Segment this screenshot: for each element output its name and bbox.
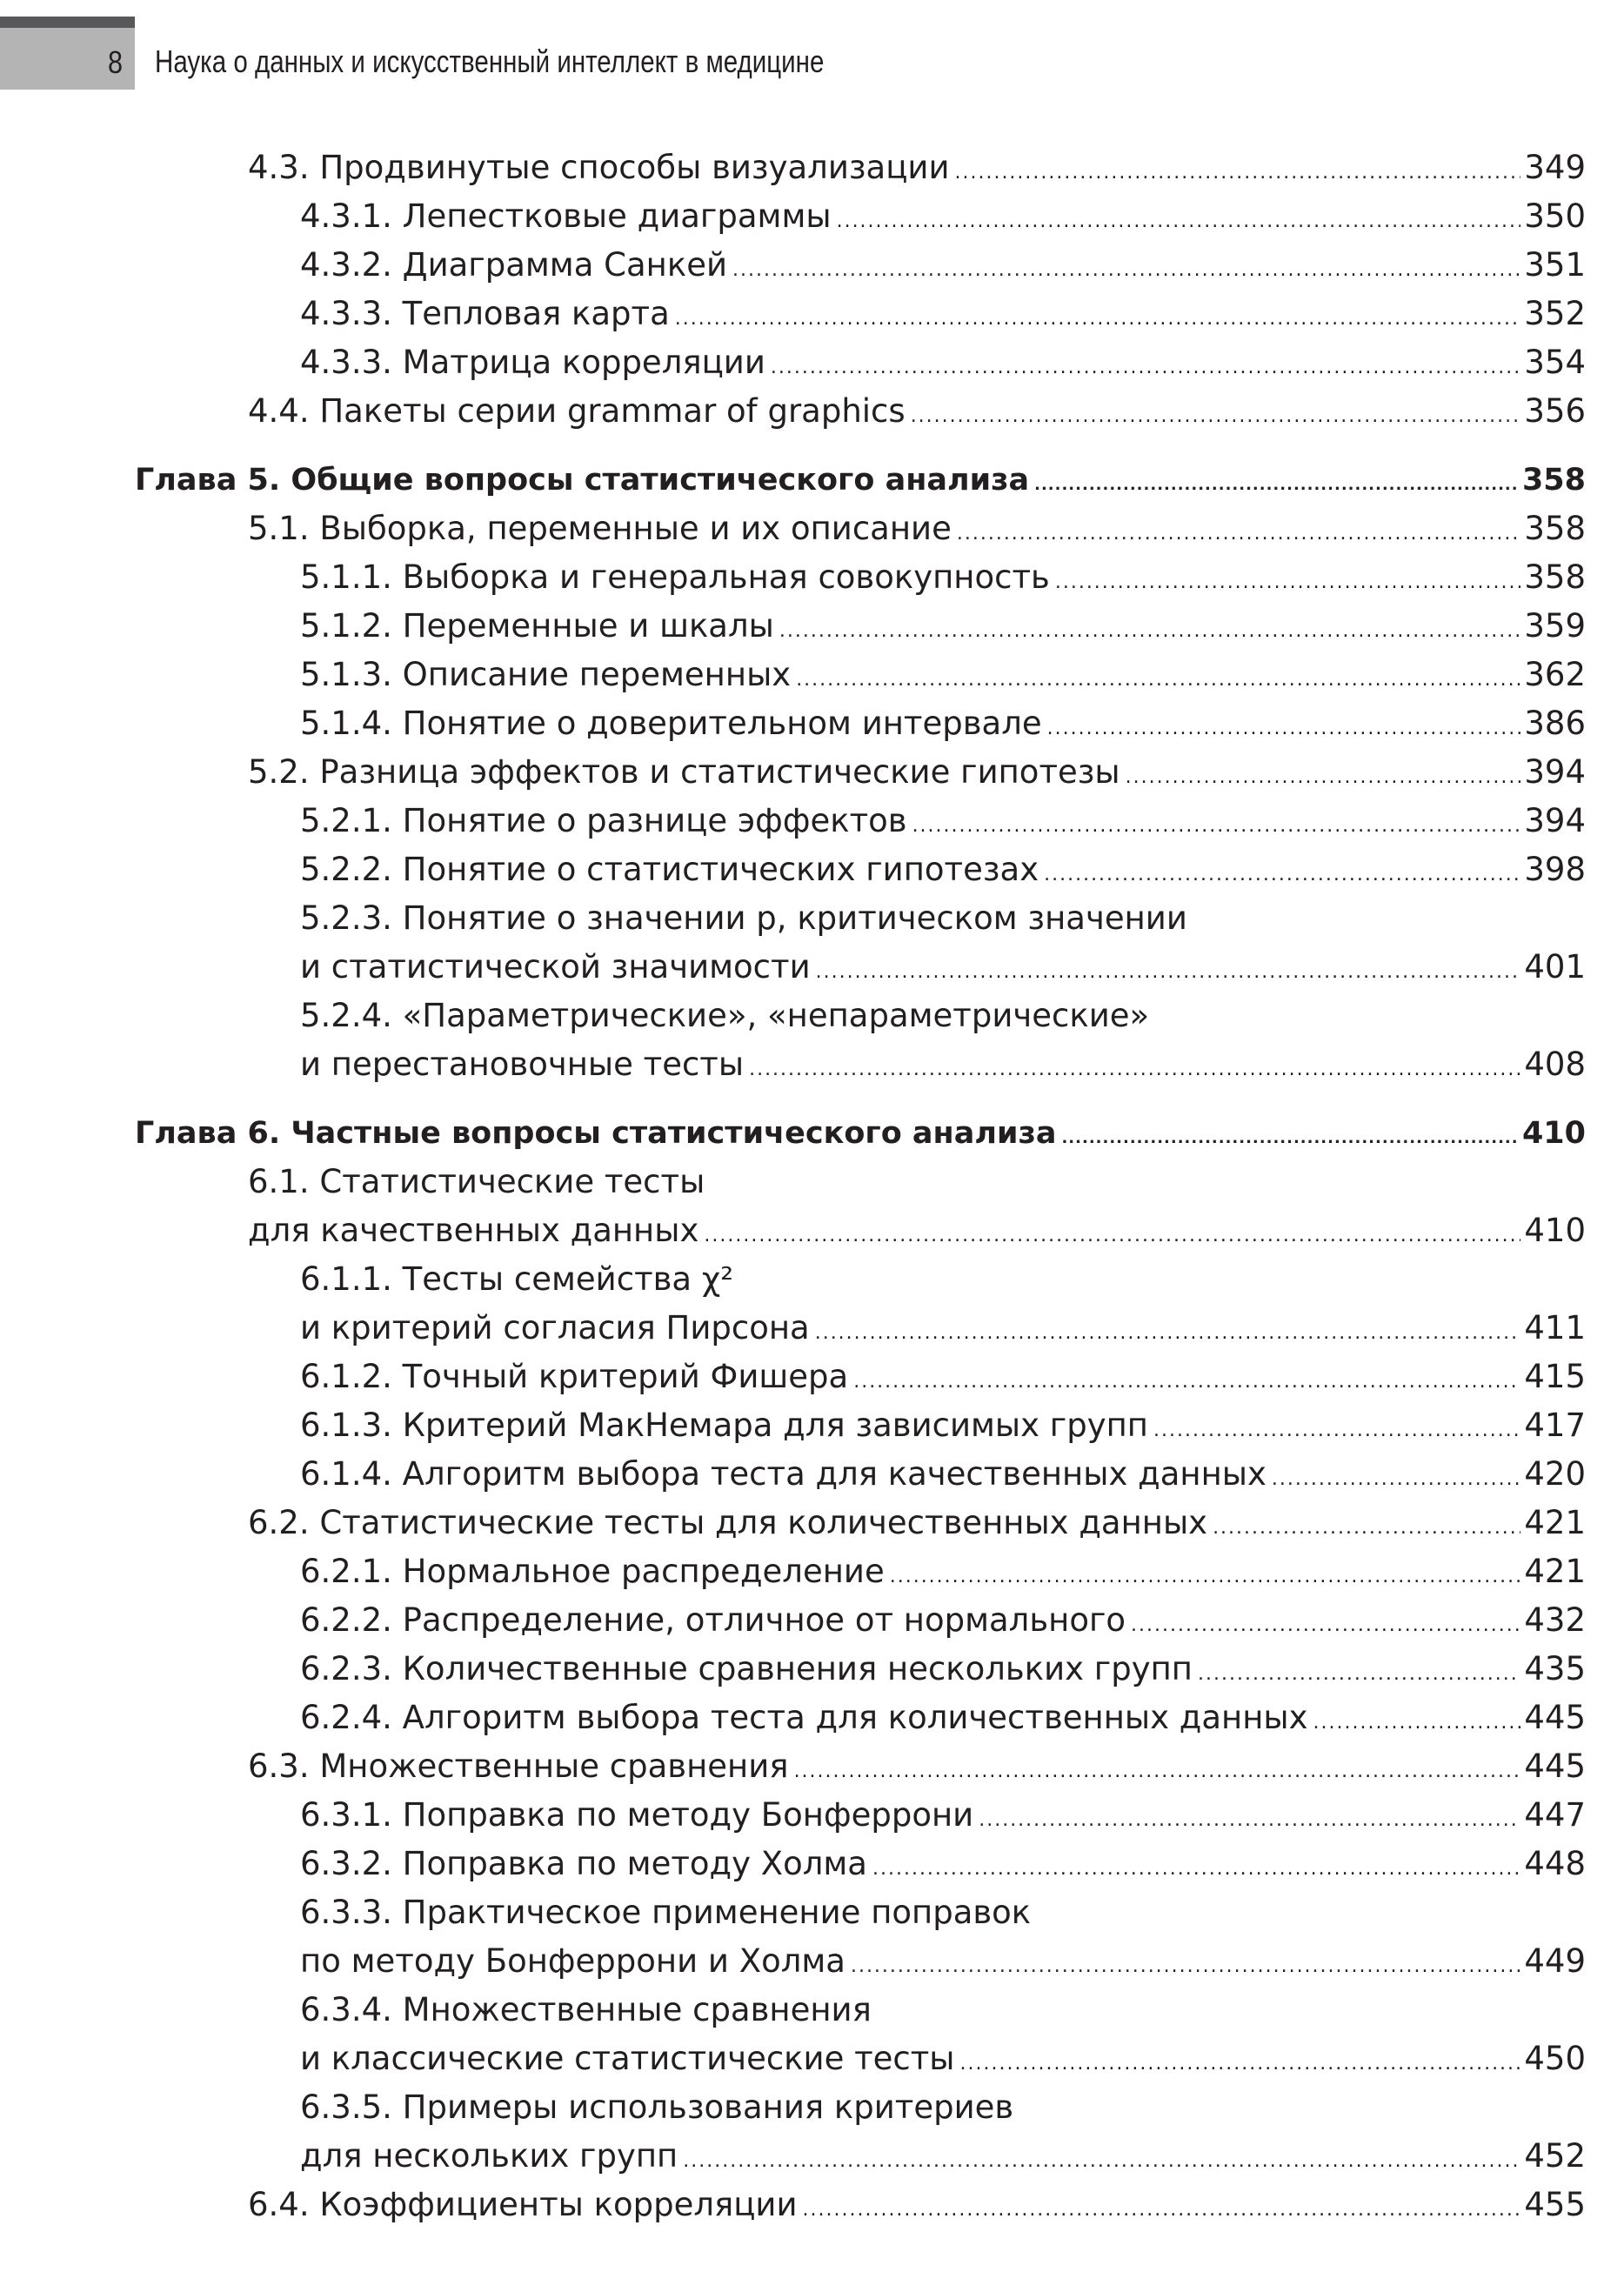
toc-entry[interactable] <box>300 845 1586 894</box>
toc-entry[interactable] <box>300 1040 1586 1089</box>
toc-entry[interactable] <box>248 387 1586 436</box>
toc-entry-title: 5.2.1. Понятие о разнице эффектов <box>300 802 907 839</box>
toc-entry-page: 394 <box>1524 753 1586 791</box>
dot-leader <box>1213 1504 1520 1553</box>
toc-entry-title: по методу Бонферрони и Холма <box>300 1942 845 1980</box>
toc-entry-title: 6.2.4. Алгоритм выбора теста для количественных данных <box>300 1699 1308 1736</box>
toc-entry[interactable] <box>300 894 1586 943</box>
toc-entry[interactable] <box>300 1596 1586 1645</box>
toc-entry-page: 450 <box>1524 2040 1586 2077</box>
toc-entry-title: 5.1.1. Выборка и генеральная совокупность <box>300 558 1050 596</box>
dot-leader <box>1034 461 1519 510</box>
page-number: 8 <box>107 44 123 80</box>
toc-entry[interactable] <box>300 2132 1586 2181</box>
toc-entry[interactable] <box>248 1499 1586 1547</box>
toc-entry-title: 6.1. Статистические тесты <box>248 1163 705 1200</box>
toc-entry-page: 415 <box>1524 1358 1586 1395</box>
toc-entry-page: 358 <box>1521 463 1586 498</box>
toc-entry-page: 362 <box>1524 656 1586 693</box>
dot-leader <box>1153 1407 1520 1455</box>
toc-entry-page: 410 <box>1521 1116 1586 1151</box>
toc-entry-title: 6.3.5. Примеры использования критериев <box>300 2088 1014 2126</box>
toc-entry-title: 4.4. Пакеты серии grammar of graphics <box>248 392 906 430</box>
toc-entry-page: 358 <box>1524 558 1586 596</box>
dot-leader <box>794 1747 1521 1796</box>
dot-leader <box>803 2186 1521 2235</box>
toc-entry-title: 6.1.4. Алгоритм выбора теста для качественных данных <box>300 1455 1266 1493</box>
dot-leader <box>851 1942 1520 1991</box>
toc-entry-page: 394 <box>1524 802 1586 839</box>
toc-entry-title: 5.1. Выборка, переменные и их описание <box>248 510 952 547</box>
toc-entry-page: 349 <box>1524 149 1586 186</box>
dot-leader <box>1061 1114 1518 1163</box>
toc-entry[interactable] <box>300 943 1586 992</box>
dot-leader <box>749 1046 1520 1094</box>
toc-entry-title: Глава 6. Частные вопросы статистического анализа <box>135 1116 1057 1151</box>
dot-leader <box>815 1309 1521 1358</box>
toc-entry-page: 352 <box>1524 295 1586 332</box>
toc-entry[interactable] <box>248 1742 1586 1791</box>
toc-chapter-entry[interactable] <box>135 456 1586 505</box>
dot-leader <box>1131 1601 1520 1650</box>
toc-entry-title: 6.1.3. Критерий МакНемара для зависимых групп <box>300 1407 1148 1444</box>
toc-entry[interactable] <box>300 192 1586 241</box>
toc-entry[interactable] <box>300 1840 1586 1888</box>
toc-chapter-entry[interactable] <box>135 1109 1586 1158</box>
toc-entry-title: 5.2.4. «Параметрические», «непараметрические» <box>300 997 1150 1034</box>
toc-entry-page: 354 <box>1524 344 1586 381</box>
toc-entry[interactable] <box>300 797 1586 845</box>
toc-entry-title: 5.1.4. Понятие о доверительном интервале <box>300 705 1042 742</box>
dot-leader <box>704 1212 1520 1260</box>
toc-entry[interactable] <box>300 651 1586 699</box>
toc-entry-title: 4.3.3. Тепловая карта <box>300 295 670 332</box>
toc-entry-title: и классические статистические тесты <box>300 2040 955 2077</box>
toc-entry-title: 6.2.2. Распределение, отличное от нормального <box>300 1601 1126 1639</box>
toc-entry-page: 411 <box>1524 1309 1586 1346</box>
dot-leader <box>779 607 1521 656</box>
toc-entry-page: 358 <box>1524 510 1586 547</box>
toc-entry-title: 6.2. Статистические тесты для количественных данных <box>248 1504 1208 1541</box>
dot-leader <box>1044 851 1520 899</box>
toc-entry[interactable] <box>248 2181 1586 2229</box>
toc-entry[interactable] <box>300 241 1586 290</box>
dot-leader <box>872 1845 1520 1894</box>
toc-entry-title: 4.3. Продвинутые способы визуализации <box>248 149 950 186</box>
toc-entry[interactable] <box>300 1791 1586 1840</box>
toc-entry[interactable] <box>300 1645 1586 1694</box>
dot-leader <box>853 1358 1520 1407</box>
toc-entry-page: 359 <box>1524 607 1586 645</box>
toc-entry[interactable] <box>300 1450 1586 1499</box>
toc-entry-title: 5.2. Разница эффектов и статистические гипотезы <box>248 753 1120 791</box>
toc-entry-title: и критерий согласия Пирсона <box>300 1309 810 1346</box>
dot-leader <box>796 656 1520 705</box>
toc-entry[interactable] <box>300 338 1586 387</box>
dot-leader <box>675 295 1521 344</box>
dot-leader <box>1126 753 1521 802</box>
toc-entry-title: 4.3.2. Диаграмма Санкей <box>300 246 728 284</box>
toc-entry-page: 420 <box>1524 1455 1586 1493</box>
toc-entry[interactable] <box>300 992 1586 1040</box>
toc-entry-title: 6.1.1. Тесты семейства χ² <box>300 1260 734 1298</box>
toc-entry[interactable] <box>300 1986 1586 2035</box>
toc-entry-title: 5.1.2. Переменные и шкалы <box>300 607 774 645</box>
dot-leader <box>837 197 1521 246</box>
toc-entry-title: 6.3. Множественные сравнения <box>248 1747 789 1785</box>
toc-entry-page: 452 <box>1524 2137 1586 2175</box>
toc-entry-page: 356 <box>1524 392 1586 430</box>
toc-entry-page: 410 <box>1524 1212 1586 1249</box>
toc-entry-title: и перестановочные тесты <box>300 1046 745 1083</box>
toc-entry-page: 417 <box>1524 1407 1586 1444</box>
toc-entry[interactable] <box>300 1304 1586 1353</box>
toc-entry-title: 5.2.2. Понятие о статистических гипотезах <box>300 851 1039 888</box>
dot-leader <box>957 510 1521 558</box>
toc-entry-title: 6.3.2. Поправка по методу Холма <box>300 1845 867 1882</box>
toc-entry[interactable] <box>300 1937 1586 1986</box>
toc-entry[interactable] <box>248 1158 1586 1206</box>
toc-entry-page: 435 <box>1524 1650 1586 1687</box>
toc-entry-title: 5.1.3. Описание переменных <box>300 656 792 693</box>
dot-leader <box>960 2040 1521 2088</box>
dot-leader <box>1272 1455 1521 1504</box>
toc-entry-title: 6.4. Коэффициенты корреляции <box>248 2186 798 2223</box>
dot-leader <box>1047 705 1521 753</box>
running-title: Наука о данных и искусственный интеллект в медицине <box>155 43 825 79</box>
toc-entry[interactable] <box>300 1888 1586 1937</box>
dot-leader <box>732 246 1520 295</box>
toc-entry-page: 386 <box>1524 705 1586 742</box>
toc-entry-page: 350 <box>1524 197 1586 235</box>
dot-leader <box>1055 558 1521 607</box>
dot-leader <box>911 392 1521 441</box>
dot-leader <box>954 149 1520 197</box>
page-number-tab <box>0 17 135 90</box>
toc-entry-title: 6.3.3. Практическое применение поправок <box>300 1894 1032 1931</box>
toc-entry-title: 6.2.1. Нормальное распределение <box>300 1553 885 1590</box>
toc-entry[interactable] <box>300 553 1586 602</box>
toc-entry-page: 449 <box>1524 1942 1586 1980</box>
dot-leader <box>816 948 1521 997</box>
toc-entry-page: 455 <box>1524 2186 1586 2223</box>
toc-entry[interactable] <box>248 748 1586 797</box>
toc-entry-title: и статистической значимости <box>300 948 811 986</box>
dot-leader <box>979 1796 1520 1845</box>
toc-entry-page: 408 <box>1524 1046 1586 1083</box>
toc-entry[interactable] <box>300 699 1586 748</box>
page-header <box>0 0 1624 96</box>
toc-entry-title: 6.2.3. Количественные сравнения нескольких групп <box>300 1650 1193 1687</box>
dot-leader <box>1198 1650 1520 1699</box>
toc-entry-page: 421 <box>1524 1504 1586 1541</box>
toc-entry-page: 432 <box>1524 1601 1586 1639</box>
toc-entry-title: 6.3.1. Поправка по методу Бонферрони <box>300 1796 974 1834</box>
toc-entry-title: Глава 5. Общие вопросы статистического анализа <box>135 463 1030 498</box>
toc-entry[interactable] <box>300 1353 1586 1401</box>
toc-entry[interactable] <box>248 1206 1586 1255</box>
toc-entry-page: 448 <box>1524 1845 1586 1882</box>
dot-leader <box>683 2137 1520 2186</box>
toc-entry-title: 4.3.3. Матрица корреляции <box>300 344 765 381</box>
toc-entry[interactable] <box>248 144 1586 192</box>
toc-entry-page: 421 <box>1524 1553 1586 1590</box>
toc-entry[interactable] <box>300 1547 1586 1596</box>
toc-entry[interactable] <box>300 1694 1586 1742</box>
toc-entry-page: 447 <box>1524 1796 1586 1834</box>
dot-leader <box>771 344 1521 392</box>
toc-entry[interactable] <box>300 1401 1586 1450</box>
toc-entry-page: 445 <box>1524 1747 1586 1785</box>
toc-entry[interactable] <box>300 290 1586 338</box>
toc-entry-page: 445 <box>1524 1699 1586 1736</box>
toc-entry-page: 351 <box>1524 246 1586 284</box>
dot-leader <box>1313 1699 1521 1747</box>
toc-entry-title: для нескольких групп <box>300 2137 678 2175</box>
toc-entry-title: 5.2.3. Понятие о значении p, критическом значении <box>300 899 1187 937</box>
dot-leader <box>912 802 1521 851</box>
tab-accent-bar <box>0 17 135 28</box>
toc-entry[interactable] <box>300 2083 1586 2132</box>
toc-entry-page: 401 <box>1524 948 1586 986</box>
toc-entry-title: 6.1.2. Точный критерий Фишера <box>300 1358 849 1395</box>
toc-entry-title: 6.3.4. Множественные сравнения <box>300 1991 872 2028</box>
toc-entry-title: 4.3.1. Лепестковые диаграммы <box>300 197 832 235</box>
toc-entry-page: 398 <box>1524 851 1586 888</box>
toc-entry[interactable] <box>248 505 1586 553</box>
toc-entry[interactable] <box>300 602 1586 651</box>
toc-entry[interactable] <box>300 2035 1586 2083</box>
dot-leader <box>890 1553 1521 1601</box>
toc-entry[interactable] <box>300 1255 1586 1304</box>
toc-entry-title: для качественных данных <box>248 1212 699 1249</box>
